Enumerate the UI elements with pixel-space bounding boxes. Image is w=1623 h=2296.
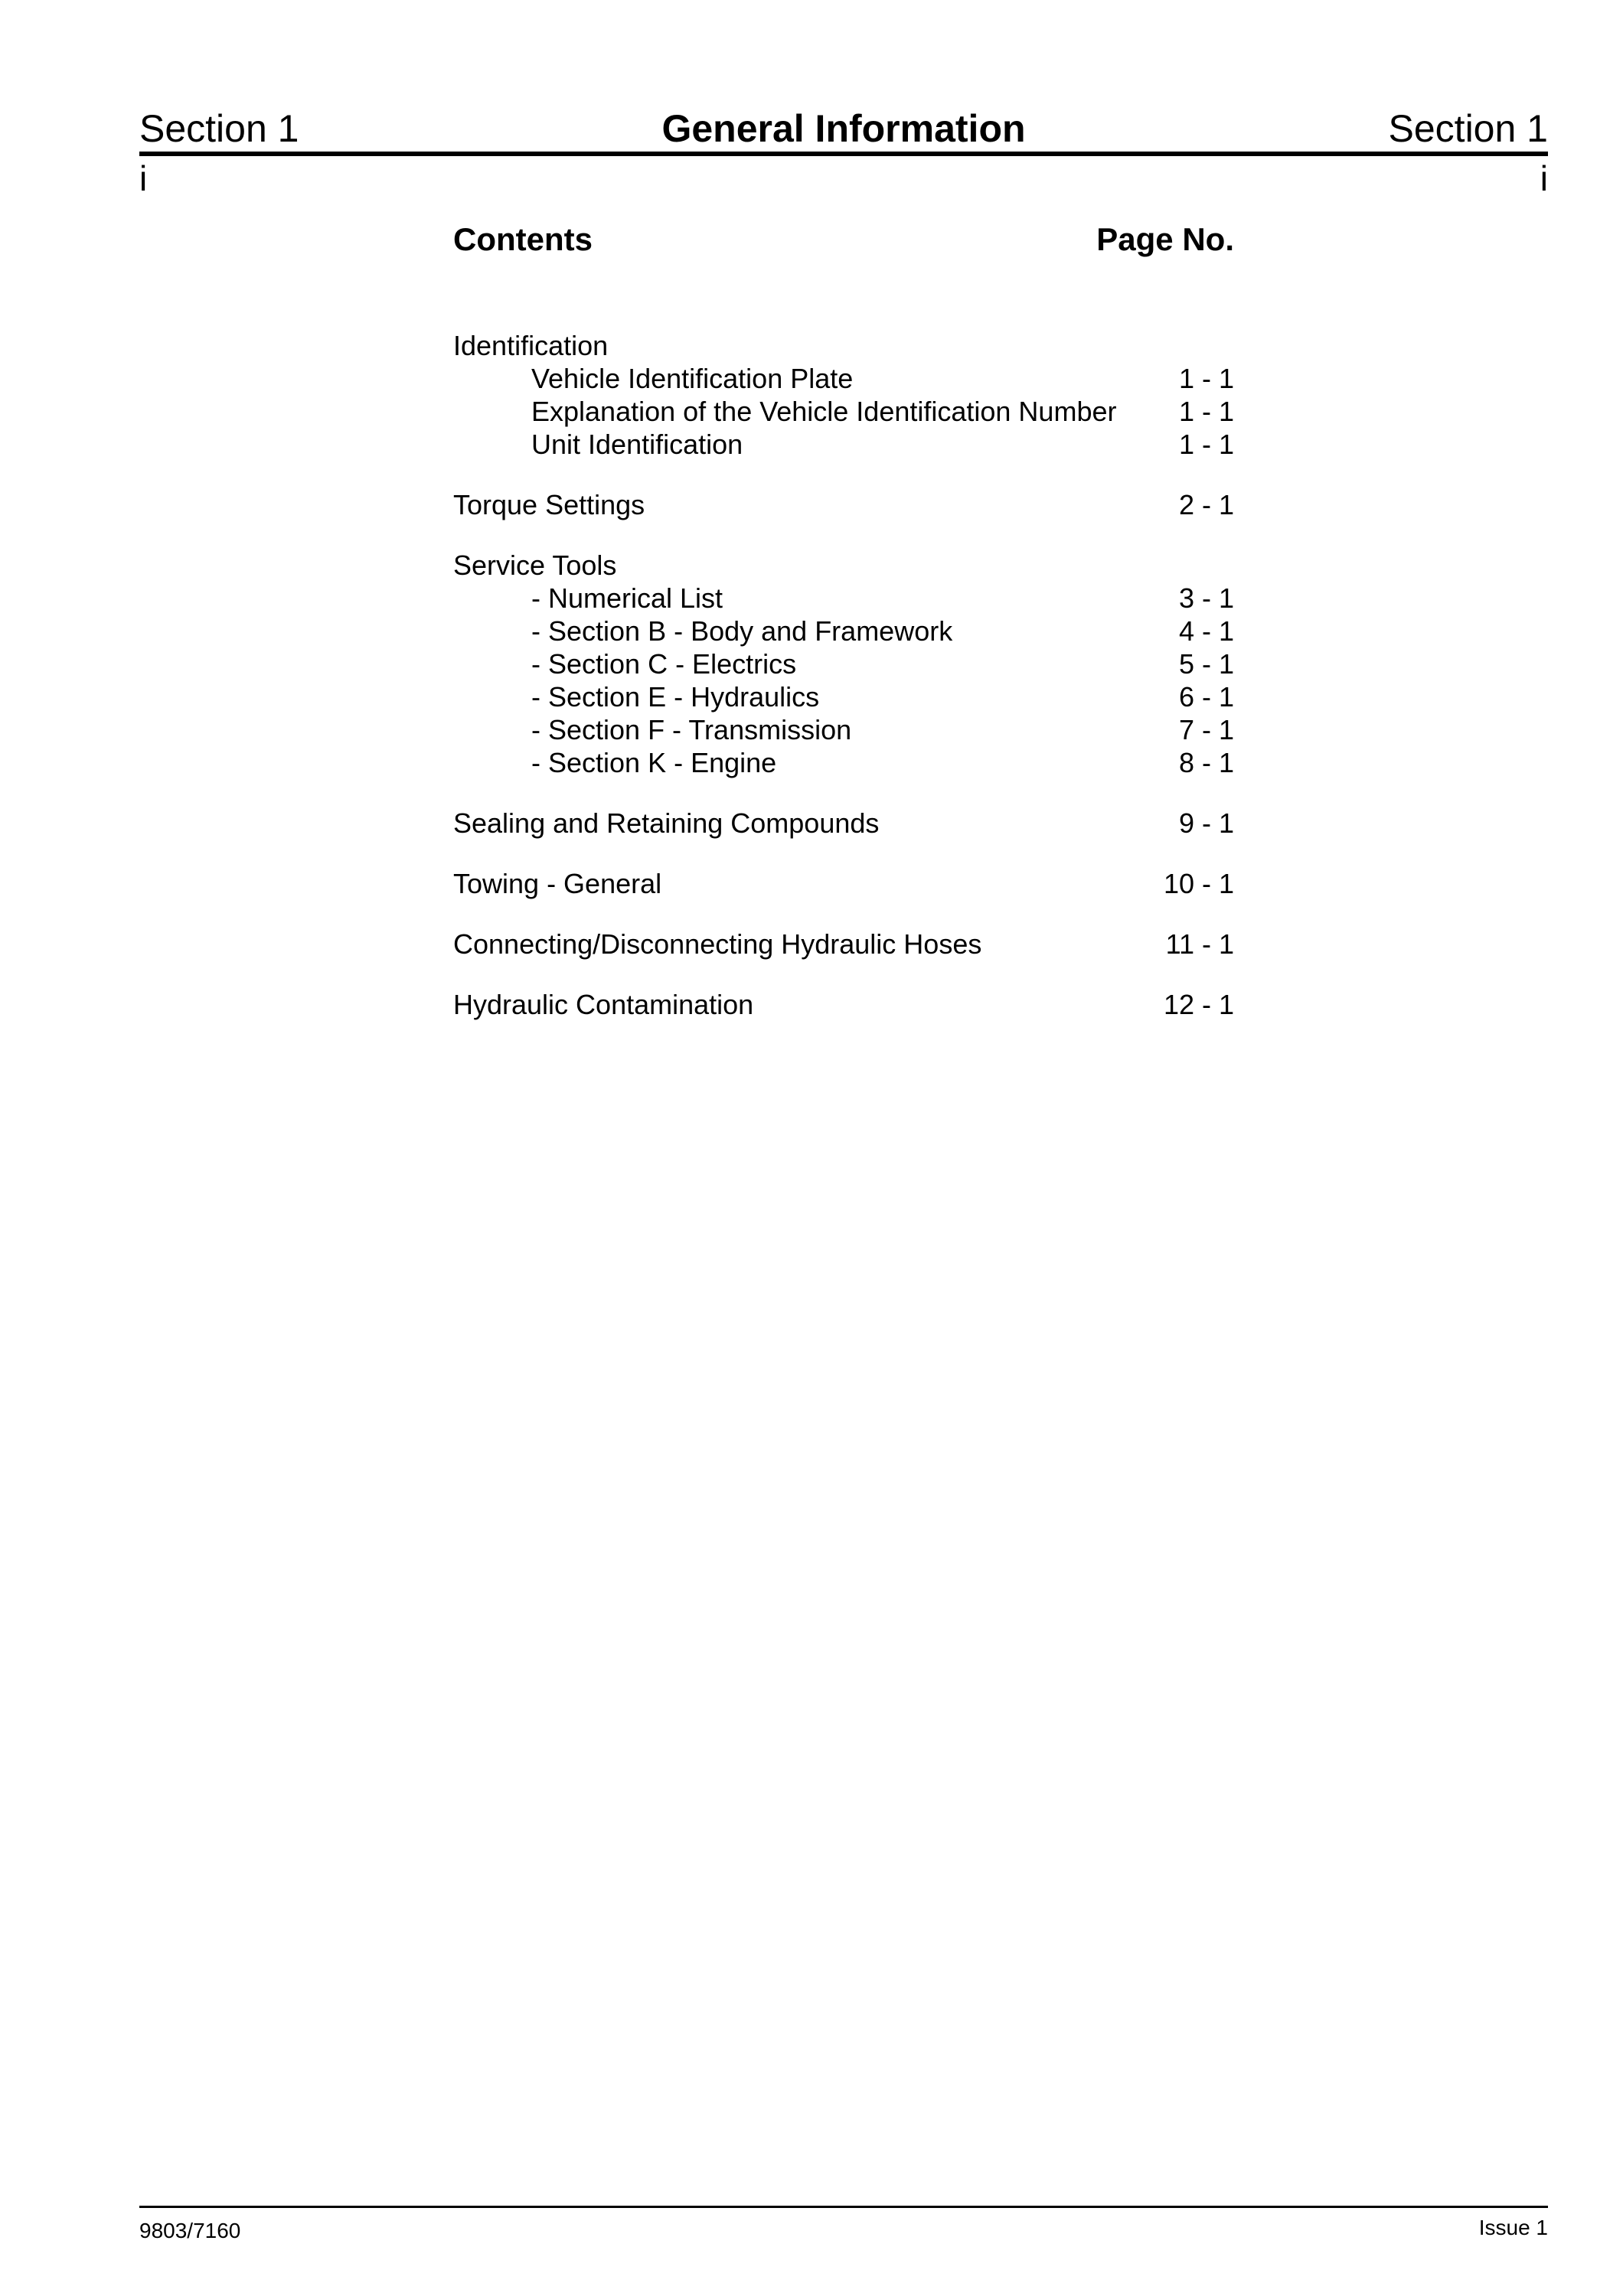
toc-entry-title: - Section E - Hydraulics	[531, 681, 820, 713]
toc-header	[453, 219, 1234, 260]
toc-entry-title: - Section K - Engine	[531, 747, 777, 778]
toc-subentry	[453, 428, 1234, 461]
page-no-heading: Page No.	[1096, 221, 1234, 257]
toc-entry-title: Connecting/Disconnecting Hydraulic Hoses	[453, 928, 982, 960]
toc-subentry	[453, 647, 1234, 680]
toc-entry-page: 3 - 1	[1178, 582, 1234, 614]
toc-entry-page: 1 - 1	[1178, 396, 1234, 427]
toc-entry-page: 1 - 1	[1178, 363, 1234, 394]
contents-heading: Contents	[453, 221, 593, 257]
toc-subentry	[453, 615, 1234, 647]
toc-entry	[453, 867, 1234, 900]
toc-subentry	[453, 582, 1234, 615]
toc-entry-title: Vehicle Identification Plate	[531, 363, 854, 394]
issue-label: Issue 1	[1478, 2216, 1548, 2239]
toc-subentry	[453, 746, 1234, 779]
toc-entry-title: Identification	[453, 330, 609, 361]
toc-group	[453, 988, 1234, 1021]
toc-group	[453, 549, 1234, 779]
toc-entry-page: 9 - 1	[1178, 807, 1234, 839]
toc-entry-title: - Section B - Body and Framework	[531, 615, 953, 647]
toc-entry-page: 4 - 1	[1178, 615, 1234, 647]
toc-entry-page: 11 - 1	[1165, 928, 1234, 960]
toc-entry-title: Sealing and Retaining Compounds	[453, 807, 880, 839]
toc-entry-page: 6 - 1	[1178, 681, 1234, 713]
toc-entry-title: - Section F - Transmission	[531, 714, 852, 745]
toc-entry-page: 10 - 1	[1163, 868, 1234, 899]
toc-entry-title: - Section C - Electrics	[531, 648, 797, 680]
toc-group	[453, 488, 1234, 521]
page-header	[139, 99, 1548, 155]
toc-entry-title: Explanation of the Vehicle Identification Number	[531, 396, 1117, 427]
toc-entry	[453, 988, 1234, 1021]
footer-divider	[139, 2206, 1548, 2208]
toc-entry	[453, 488, 1234, 521]
toc-entry-title: Service Tools	[453, 550, 617, 581]
toc-subentry	[453, 713, 1234, 746]
toc-entry	[453, 807, 1234, 840]
toc-entry	[453, 928, 1234, 960]
toc-subentry	[453, 395, 1234, 428]
toc-entries	[453, 329, 1234, 1021]
header-section-left: Section 1	[139, 107, 299, 150]
document-number: 9803/7160	[139, 2219, 241, 2242]
toc-entry-title: Hydraulic Contamination	[453, 989, 754, 1020]
toc-entry-page: 8 - 1	[1178, 747, 1234, 778]
toc-entry-page: 1 - 1	[1178, 429, 1234, 460]
page-number-left: i	[139, 158, 148, 198]
toc-group	[453, 928, 1234, 960]
toc-entry-page: 7 - 1	[1178, 714, 1234, 745]
toc-group	[453, 329, 1234, 461]
page-number-right: i	[1540, 158, 1548, 198]
toc-entry-title: Towing - General	[453, 868, 662, 899]
toc-entry-title: Unit Identification	[531, 429, 743, 460]
toc-group	[453, 867, 1234, 900]
toc-entry	[453, 549, 1234, 582]
header-title: General Information	[661, 107, 1026, 150]
toc-group	[453, 807, 1234, 840]
toc-entry-title: - Numerical List	[531, 582, 723, 614]
toc-entry	[453, 329, 1234, 362]
toc-entry-page: 2 - 1	[1178, 489, 1234, 520]
table-of-contents	[453, 219, 1234, 1049]
toc-entry-page: 5 - 1	[1178, 648, 1234, 680]
header-section-right: Section 1	[1388, 107, 1548, 150]
toc-subentry	[453, 362, 1234, 395]
toc-entry-page: 12 - 1	[1163, 989, 1234, 1020]
toc-subentry	[453, 680, 1234, 713]
header-divider	[139, 152, 1548, 156]
toc-entry-title: Torque Settings	[453, 489, 645, 520]
